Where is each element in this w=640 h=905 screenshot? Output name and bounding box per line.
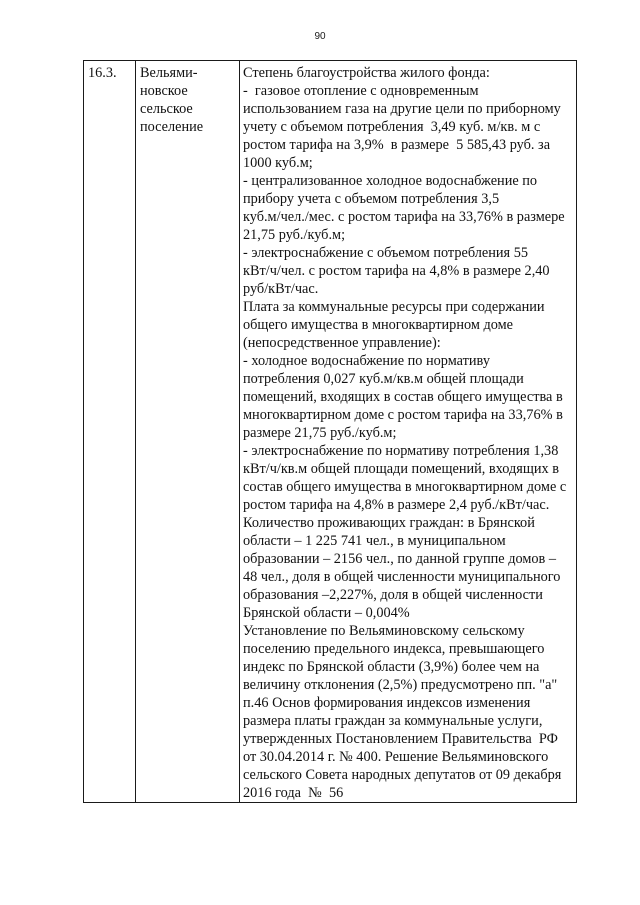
- table-row: [84, 61, 577, 803]
- description-line: куб.м/чел./мес. с ростом тарифа на 33,76% в размере: [243, 209, 565, 225]
- description-line: кВт/ч/чел. с ростом тарифа на 4,8% в размере 2,40: [243, 263, 550, 279]
- description-line: области – 1 225 741 чел., в муниципальном: [243, 533, 506, 549]
- description-line: образования –2,227%, доля в общей численности: [243, 587, 543, 603]
- description-line: образовании – 2156 чел., по данной группе домов –: [243, 551, 557, 567]
- description-line: - электроснабжение с объемом потребления 55: [243, 245, 528, 261]
- description-line: размере 21,75 руб./куб.м;: [243, 425, 397, 441]
- description-line: п.46 Основ формирования индексов изменения: [243, 695, 531, 711]
- settlement-name-line: сельское: [140, 101, 193, 117]
- description-line: Степень благоустройства жилого фонда:: [243, 65, 490, 81]
- description-line: - централизованное холодное водоснабжение по: [243, 173, 538, 189]
- description-line: Установление по Вельяминовскому сельскому: [243, 623, 525, 639]
- row-number-cell: 16.3.: [84, 61, 136, 803]
- description-line: учету с объемом потребления 3,49 куб. м/кв. м с: [243, 119, 541, 135]
- description-line: от 30.04.2014 г. № 400. Решение Вельяминовского: [243, 749, 549, 765]
- description-line: размера платы граждан за коммунальные услуги,: [243, 713, 543, 729]
- description-line: поселению предельного индекса, превышающего: [243, 641, 545, 657]
- description-line: состав общего имущества в многоквартирном доме с: [243, 479, 567, 495]
- description-line: Брянской области – 0,004%: [243, 605, 410, 621]
- description-cell: [240, 61, 577, 803]
- description-line: ростом тарифа на 4,8% в размере 2,4 руб./кВт/час.: [243, 497, 550, 513]
- document-table: [83, 60, 577, 803]
- description-line: прибору учета с объемом потребления 3,5: [243, 191, 500, 207]
- description-line: руб/кВт/час.: [243, 281, 319, 297]
- description-line: сельского Совета народных депутатов от 09 декабря: [243, 767, 562, 783]
- description-line: - газовое отопление с одновременным: [243, 83, 479, 99]
- description-line: многоквартирном доме с ростом тарифа на 33,76% в: [243, 407, 563, 423]
- description-line: величину отклонения (2,5%) предусмотрено пп. "а": [243, 677, 558, 693]
- settlement-name-line: поселение: [140, 119, 204, 135]
- settlement-name-line: Вельями-: [140, 65, 198, 81]
- description-line: утвержденных Постановлением Правительства РФ: [243, 731, 558, 747]
- description-line: кВт/ч/кв.м общей площади помещений, входящих в: [243, 461, 559, 477]
- description-line: 21,75 руб./куб.м;: [243, 227, 346, 243]
- description-line: потребления 0,027 куб.м/кв.м общей площади: [243, 371, 524, 387]
- description-line: - электроснабжение по нормативу потребления 1,38: [243, 443, 559, 459]
- description-line: - холодное водоснабжение по нормативу: [243, 353, 490, 369]
- settlement-name-line: новское: [140, 83, 188, 99]
- description-line: использованием газа на другие цели по приборному: [243, 101, 561, 117]
- description-line: общего имущества в многоквартирном доме: [243, 317, 514, 333]
- page-number: 90: [314, 31, 326, 42]
- description-line: помещений, входящих в состав общего имущества в: [243, 389, 563, 405]
- description-line: индекс по Брянской области (3,9%) более чем на: [243, 659, 540, 675]
- description-line: 2016 года № 56: [243, 785, 344, 801]
- description-line: 1000 куб.м;: [243, 155, 313, 171]
- description-line: ростом тарифа на 3,9% в размере 5 585,43 руб. за: [243, 137, 551, 153]
- description-line: Плата за коммунальные ресурсы при содержании: [243, 299, 545, 315]
- description-line: Количество проживающих граждан: в Брянской: [243, 515, 535, 531]
- description-line: (непосредственное управление):: [243, 335, 441, 351]
- description-line: 48 чел., доля в общей численности муниципального: [243, 569, 561, 585]
- settlement-name-cell: [136, 61, 240, 803]
